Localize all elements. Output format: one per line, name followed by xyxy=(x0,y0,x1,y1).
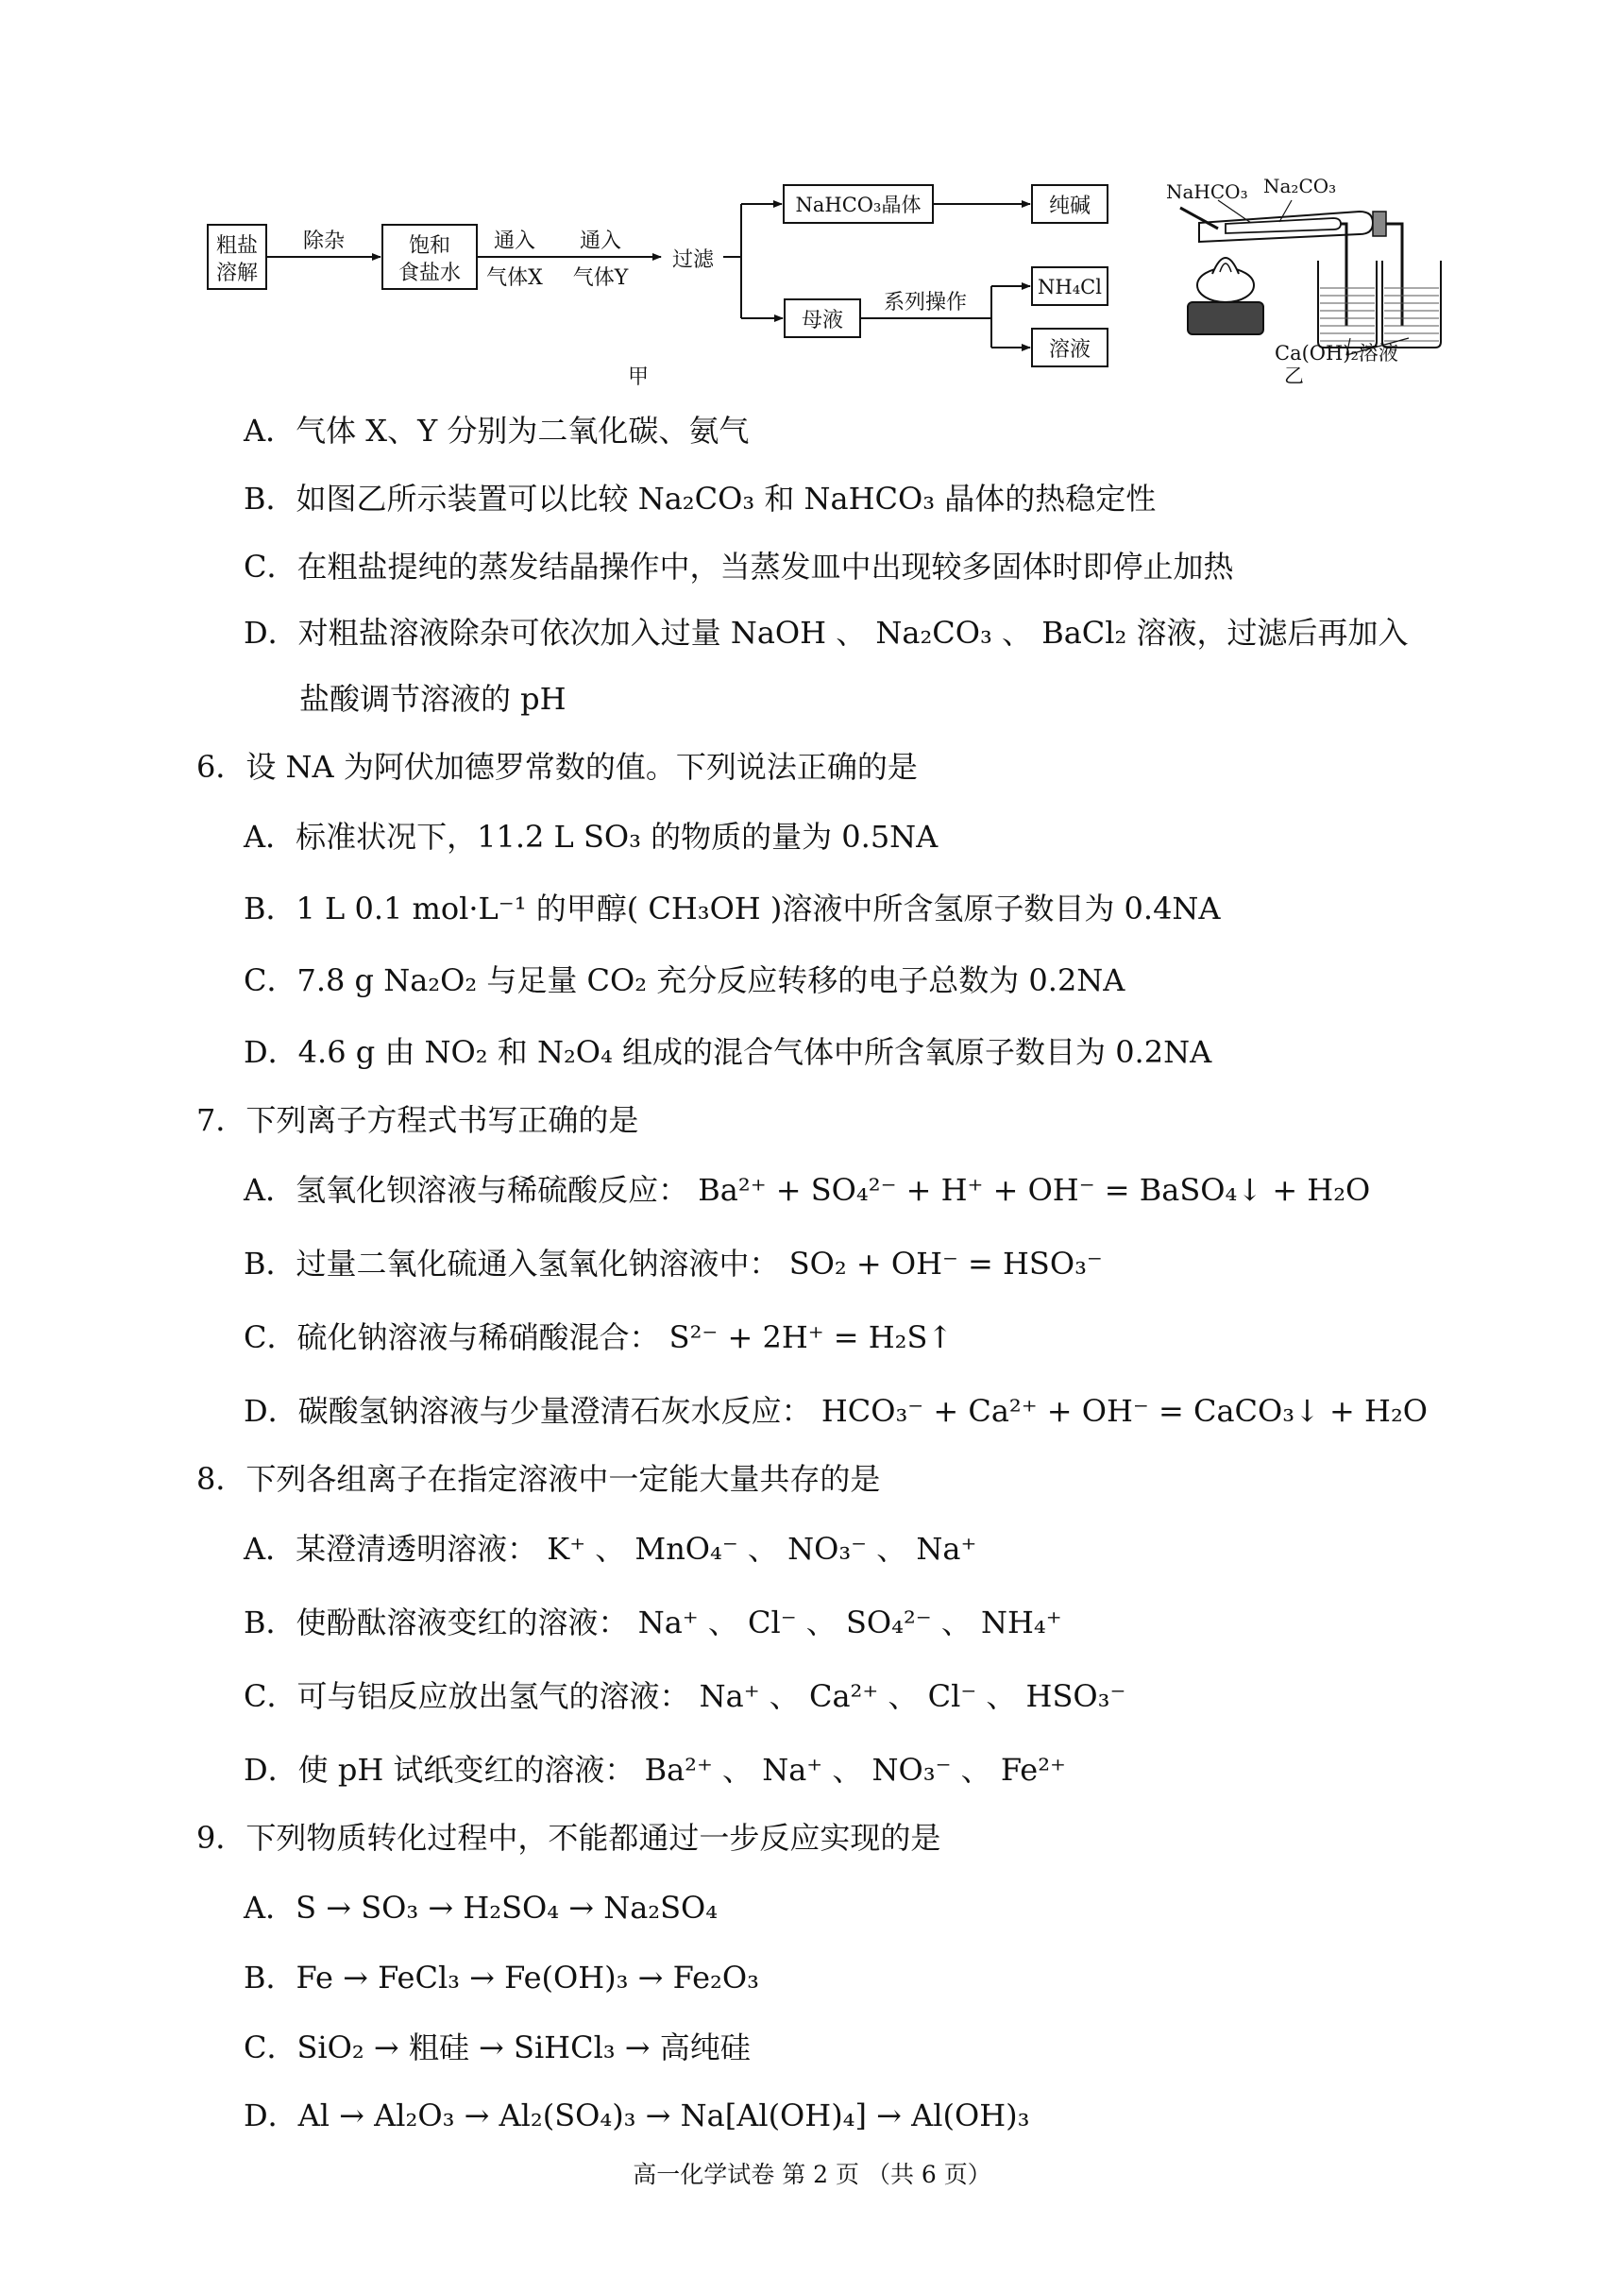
q7-option-c: C．硫化钠溶液与稀硝酸混合： S²⁻ + 2H⁺ = H₂S↑ xyxy=(244,1319,954,1355)
q9-stem: 9．下列物质转化过程中，不能都通过一步反应实现的是 xyxy=(196,1820,941,1856)
q6-option-c: C．7.8 g Na₂O₂ 与足量 CO₂ 充分反应转移的电子总数为 0.2NA xyxy=(244,962,1125,998)
q9-option-a: A．S → SO₃ → H₂SO₄ → Na₂SO₄ xyxy=(244,1890,719,1926)
q9-option-b: B．Fe → FeCl₃ → Fe(OH)₃ → Fe₂O₃ xyxy=(244,1960,759,1996)
q5-option-d-line2: 盐酸调节溶液的 pH xyxy=(299,681,567,717)
label-nahco3: NaHCO₃ xyxy=(1166,180,1248,203)
brine-line1: 饱和 xyxy=(408,234,451,258)
solution-text: 溶液 xyxy=(1048,338,1091,362)
q5-option-b: B．如图乙所示装置可以比较 Na₂CO₃ 和 NaHCO₃ 晶体的热稳定性 xyxy=(244,481,1157,517)
label-gas-x: 气体X xyxy=(486,266,543,290)
q9-option-c: C．SiO₂ → 粗硅 → SiHCl₃ → 高纯硅 xyxy=(244,2030,751,2065)
q6-option-a: A．标准状况下，11.2 L SO₃ 的物质的量为 0.5NA xyxy=(244,819,939,855)
q7-option-d: D．碳酸氢钠溶液与少量澄清石灰水反应： HCO₃⁻ + Ca²⁺ + OH⁻ = CaCO₃↓ + H₂O xyxy=(244,1393,1429,1429)
beaker-right xyxy=(1382,261,1441,348)
q5-option-c: C．在粗盐提纯的蒸发结晶操作中，当蒸发皿中出现较多固体时即停止加热 xyxy=(244,549,1234,585)
q9-option-d: D．Al → Al₂O₃ → Al₂(SO₄)₃ → Na[Al(OH)₄] → Al(OH)₃ xyxy=(244,2098,1030,2133)
q8-option-a: A．某澄清透明溶液： K⁺ 、 MnO₄⁻ 、 NO₃⁻ 、 Na⁺ xyxy=(244,1531,977,1567)
label-na2co3: Na₂CO₃ xyxy=(1263,175,1337,197)
nahco3-crystal-text: NaHCO₃晶体 xyxy=(795,194,922,216)
label-pass-in-1: 通入 xyxy=(493,229,536,253)
label-series-operations: 系列操作 xyxy=(883,291,968,314)
crude-salt-line1: 粗盐 xyxy=(215,234,259,258)
q6-stem: 6．设 NA 为阿伏加德罗常数的值。下列说法正确的是 xyxy=(196,749,918,785)
nh4cl-text: NH₄Cl xyxy=(1038,276,1102,298)
label-gas-y: 气体Y xyxy=(572,266,629,290)
q6-option-b: B．1 L 0.1 mol·L⁻¹ 的甲醇( CH₃OH )溶液中所含氢原子数目为 0.4NA xyxy=(244,891,1221,926)
heating-apparatus xyxy=(1180,200,1441,355)
caption-jia: 甲 xyxy=(627,365,650,389)
q7-option-a: A．氢氧化钡溶液与稀硫酸反应： Ba²⁺ + SO₄²⁻ + H⁺ + OH⁻ = BaSO₄↓ + H₂O xyxy=(244,1172,1371,1208)
page-footer: 高一化学试卷 第 2 页 （共 6 页） xyxy=(633,2161,991,2188)
q8-stem: 8．下列各组离子在指定溶液中一定能大量共存的是 xyxy=(196,1461,881,1497)
q8-option-c: C．可与铝反应放出氢气的溶液： Na⁺ 、 Ca²⁺ 、 Cl⁻ 、 HSO₃⁻ xyxy=(244,1678,1126,1714)
q7-option-b: B．过量二氧化硫通入氢氧化钠溶液中： SO₂ + OH⁻ = HSO₃⁻ xyxy=(244,1246,1103,1282)
caption-yi: 乙 xyxy=(1284,365,1304,387)
brine-line2: 食盐水 xyxy=(398,262,462,285)
soda-text: 纯碱 xyxy=(1048,195,1091,218)
burner-base xyxy=(1188,302,1263,334)
q5-option-d-line1: D．对粗盐溶液除杂可依次加入过量 NaOH 、 Na₂CO₃ 、 BaCl₂ 溶液，过滤后再加入 xyxy=(244,615,1409,651)
process-and-apparatus-figure xyxy=(189,170,1445,397)
mother-liquor-text: 母液 xyxy=(801,309,844,332)
q5-option-a: A．气体 X、Y 分别为二氧化碳、氨气 xyxy=(244,413,750,449)
q8-option-d: D．使 pH 试纸变红的溶液： Ba²⁺ 、 Na⁺ 、 NO₃⁻ 、 Fe²⁺ xyxy=(244,1752,1066,1788)
q8-option-b: B．使酚酞溶液变红的溶液： Na⁺ 、 Cl⁻ 、 SO₄²⁻ 、 NH₄⁺ xyxy=(244,1605,1062,1640)
flame xyxy=(1212,258,1239,274)
q6-option-d: D．4.6 g 由 NO₂ 和 N₂O₄ 组成的混合气体中所含氧原子数目为 0.2NA xyxy=(244,1034,1212,1070)
crude-salt-line2: 溶解 xyxy=(215,262,259,285)
label-pass-in-2: 通入 xyxy=(579,229,622,253)
figure-area xyxy=(189,170,1445,397)
q7-stem: 7．下列离子方程式书写正确的是 xyxy=(196,1102,639,1138)
label-caoh2-solution: Ca(OH)₂溶液 xyxy=(1275,342,1398,365)
label-filter: 过滤 xyxy=(671,248,715,272)
label-remove-impurities: 除杂 xyxy=(302,229,346,253)
